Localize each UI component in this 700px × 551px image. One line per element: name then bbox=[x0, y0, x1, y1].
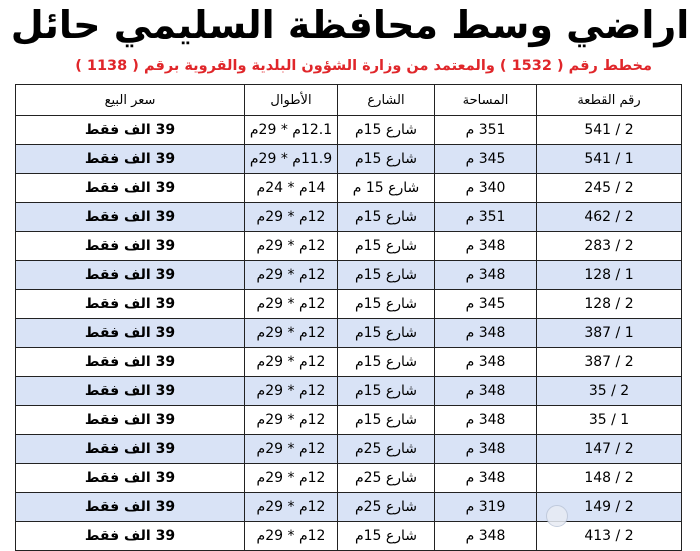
cell-dimensions: 14م * 24م bbox=[245, 174, 338, 203]
cell-dimensions: 12م * 29م bbox=[245, 203, 338, 232]
cell-street: شارع 15م bbox=[338, 377, 435, 406]
cell-price: 39 الف فقط bbox=[16, 493, 245, 522]
table-header-row bbox=[16, 85, 682, 116]
cell-dimensions: 12م * 29م bbox=[245, 290, 338, 319]
cell-price: 39 الف فقط bbox=[16, 522, 245, 551]
cell-street: شارع 15م bbox=[338, 232, 435, 261]
cell-street: شارع 15م bbox=[338, 203, 435, 232]
cell-area: 348 م bbox=[435, 406, 537, 435]
table-row bbox=[16, 261, 682, 290]
cell-area: 345 م bbox=[435, 145, 537, 174]
table-row bbox=[16, 232, 682, 261]
cell-price: 39 الف فقط bbox=[16, 174, 245, 203]
cell-price: 39 الف فقط bbox=[16, 116, 245, 145]
cell-dimensions: 12م * 29م bbox=[245, 261, 338, 290]
cell-price: 39 الف فقط bbox=[16, 406, 245, 435]
table-row bbox=[16, 290, 682, 319]
watermark-logo-icon bbox=[546, 505, 568, 527]
cell-price: 39 الف فقط bbox=[16, 435, 245, 464]
plots-table bbox=[15, 84, 682, 551]
cell-street: شارع 15 م bbox=[338, 174, 435, 203]
cell-plot-number: 1 / 541 bbox=[537, 145, 682, 174]
cell-price: 39 الف فقط bbox=[16, 290, 245, 319]
plots-table-container bbox=[16, 84, 682, 544]
cell-price: 39 الف فقط bbox=[16, 348, 245, 377]
cell-street: شارع 15م bbox=[338, 145, 435, 174]
cell-plot-number: 2 / 149 bbox=[537, 493, 682, 522]
cell-plot-number: 2 / 147 bbox=[537, 435, 682, 464]
page-title: اراضي وسط محافظة السليمي حائل bbox=[10, 3, 690, 47]
cell-dimensions: 12م * 29م bbox=[245, 435, 338, 464]
cell-plot-number: 2 / 35 bbox=[537, 377, 682, 406]
cell-street: شارع 15م bbox=[338, 522, 435, 551]
cell-dimensions: 11.9م * 29م bbox=[245, 145, 338, 174]
column-header-dimensions: الأطوال bbox=[245, 85, 338, 116]
table-row bbox=[16, 464, 682, 493]
cell-plot-number: 1 / 35 bbox=[537, 406, 682, 435]
cell-price: 39 الف فقط bbox=[16, 203, 245, 232]
plan-subtitle: مخطط رقم ( 1532 ) والمعتمد من وزارة الشؤون البلدية والقروية برقم ( 1138 ) bbox=[75, 58, 652, 74]
column-header-street: الشارع bbox=[338, 85, 435, 116]
cell-area: 319 م bbox=[435, 493, 537, 522]
cell-plot-number: 1 / 387 bbox=[537, 319, 682, 348]
cell-street: شارع 25م bbox=[338, 464, 435, 493]
cell-area: 348 م bbox=[435, 232, 537, 261]
cell-area: 348 م bbox=[435, 377, 537, 406]
cell-price: 39 الف فقط bbox=[16, 145, 245, 174]
cell-area: 351 م bbox=[435, 116, 537, 145]
table-row bbox=[16, 435, 682, 464]
table-row bbox=[16, 116, 682, 145]
cell-street: شارع 15م bbox=[338, 348, 435, 377]
table-row bbox=[16, 493, 682, 522]
cell-plot-number: 2 / 245 bbox=[537, 174, 682, 203]
cell-dimensions: 12.1م * 29م bbox=[245, 116, 338, 145]
cell-dimensions: 12م * 29م bbox=[245, 377, 338, 406]
cell-plot-number: 2 / 128 bbox=[537, 290, 682, 319]
cell-dimensions: 12م * 29م bbox=[245, 232, 338, 261]
table-row bbox=[16, 406, 682, 435]
table-row bbox=[16, 203, 682, 232]
table-row bbox=[16, 522, 682, 551]
cell-dimensions: 12م * 29م bbox=[245, 319, 338, 348]
cell-area: 348 م bbox=[435, 522, 537, 551]
cell-price: 39 الف فقط bbox=[16, 464, 245, 493]
table-row bbox=[16, 145, 682, 174]
cell-plot-number: 2 / 387 bbox=[537, 348, 682, 377]
cell-dimensions: 12م * 29م bbox=[245, 493, 338, 522]
cell-dimensions: 12م * 29م bbox=[245, 522, 338, 551]
table-row bbox=[16, 348, 682, 377]
cell-plot-number: 2 / 283 bbox=[537, 232, 682, 261]
column-header-plot-number: رقم القطعة bbox=[537, 85, 682, 116]
cell-area: 348 م bbox=[435, 319, 537, 348]
cell-area: 351 م bbox=[435, 203, 537, 232]
cell-price: 39 الف فقط bbox=[16, 232, 245, 261]
cell-plot-number: 2 / 462 bbox=[537, 203, 682, 232]
cell-street: شارع 25م bbox=[338, 435, 435, 464]
cell-plot-number: 2 / 541 bbox=[537, 116, 682, 145]
cell-area: 348 م bbox=[435, 435, 537, 464]
cell-price: 39 الف فقط bbox=[16, 319, 245, 348]
cell-dimensions: 12م * 29م bbox=[245, 406, 338, 435]
cell-street: شارع 15م bbox=[338, 406, 435, 435]
cell-price: 39 الف فقط bbox=[16, 377, 245, 406]
cell-dimensions: 12م * 29م bbox=[245, 464, 338, 493]
table-row bbox=[16, 377, 682, 406]
cell-area: 348 م bbox=[435, 261, 537, 290]
table-row bbox=[16, 174, 682, 203]
cell-street: شارع 15م bbox=[338, 290, 435, 319]
cell-street: شارع 25م bbox=[338, 493, 435, 522]
cell-street: شارع 15م bbox=[338, 116, 435, 145]
cell-area: 345 م bbox=[435, 290, 537, 319]
cell-street: شارع 15م bbox=[338, 319, 435, 348]
cell-plot-number: 2 / 148 bbox=[537, 464, 682, 493]
column-header-area: المساحة bbox=[435, 85, 537, 116]
cell-price: 39 الف فقط bbox=[16, 261, 245, 290]
cell-area: 340 م bbox=[435, 174, 537, 203]
table-body bbox=[16, 116, 682, 551]
cell-area: 348 م bbox=[435, 348, 537, 377]
cell-plot-number: 1 / 128 bbox=[537, 261, 682, 290]
cell-plot-number: 2 / 413 bbox=[537, 522, 682, 551]
cell-dimensions: 12م * 29م bbox=[245, 348, 338, 377]
table-row bbox=[16, 319, 682, 348]
column-header-price: سعر البيع bbox=[16, 85, 245, 116]
cell-area: 348 م bbox=[435, 464, 537, 493]
cell-street: شارع 15م bbox=[338, 261, 435, 290]
